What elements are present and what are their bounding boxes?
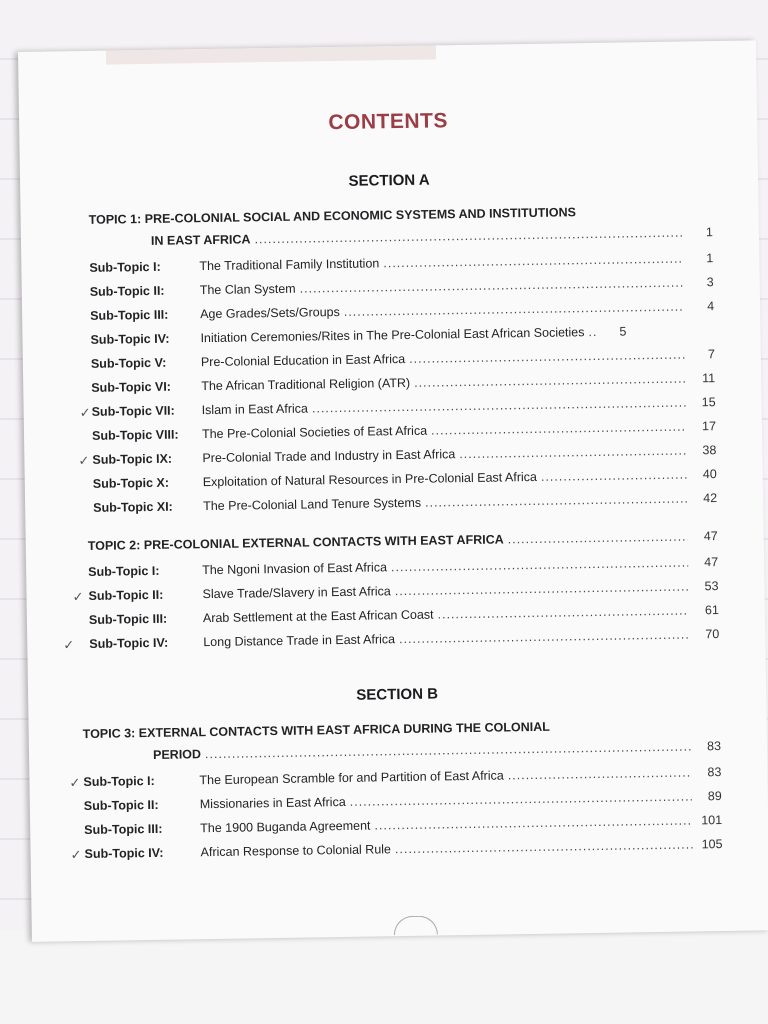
dot-leader xyxy=(395,838,693,857)
dot-leader xyxy=(391,556,688,575)
toc-entry-t1-s11[interactable] xyxy=(93,491,717,521)
dot-leader xyxy=(414,372,685,390)
dot-leader xyxy=(254,226,683,247)
subtopic-title: The Pre-Colonial Land Tenure Systems xyxy=(203,495,422,514)
subtopic-page: 4 xyxy=(707,299,715,314)
topic-2-heading: TOPIC 2: PRE-COLONIAL EXTERNAL CONTACTS WITH EAST AFRICA xyxy=(87,532,504,553)
dot-leader xyxy=(508,766,692,783)
section-a-heading: SECTION A xyxy=(348,171,430,190)
dot-leader xyxy=(312,396,686,416)
subtopic-title: Islam in East Africa xyxy=(201,401,309,418)
subtopic-page: 53 xyxy=(704,579,719,594)
pen-tick-icon: ✓ xyxy=(70,847,82,863)
topic-3-heading-line2: PERIOD xyxy=(152,747,202,762)
toc-entry-t2-s4[interactable] xyxy=(89,627,719,657)
subtopic-label: Sub-Topic III: xyxy=(84,821,163,838)
subtopic-title: African Response to Colonial Rule xyxy=(200,842,392,860)
subtopic-label: Sub-Topic IV: xyxy=(89,635,169,651)
subtopic-page: 3 xyxy=(706,275,714,290)
subtopic-page: 105 xyxy=(701,837,723,852)
subtopic-label: Sub-Topic I: xyxy=(89,259,161,275)
subtopic-label: Sub-Topic IV: xyxy=(84,845,164,862)
subtopic-title: The 1900 Buganda Agreement xyxy=(200,818,371,836)
dot-leader xyxy=(437,604,689,622)
subtopic-page: 70 xyxy=(705,627,720,642)
dot-leader xyxy=(459,444,686,462)
pen-tick-icon: ✓ xyxy=(79,404,91,421)
pen-tick-icon: ✓ xyxy=(69,775,81,791)
subtopic-page: 61 xyxy=(704,603,719,618)
topic-1-page: 1 xyxy=(705,225,714,240)
subtopic-label: Sub-Topic II: xyxy=(88,587,164,603)
subtopic-page: 101 xyxy=(701,813,723,828)
subtopic-title: Slave Trade/Slavery in East Africa xyxy=(202,584,391,602)
contents-page xyxy=(18,40,768,941)
dot-leader xyxy=(350,790,692,809)
subtopic-label: Sub-Topic I: xyxy=(83,773,155,790)
dot-leader xyxy=(409,348,685,366)
subtopic-title: Long Distance Trade in East Africa xyxy=(203,632,396,650)
table-surface xyxy=(0,930,768,1024)
subtopic-page: 5 xyxy=(619,324,627,339)
dot-leader xyxy=(344,300,685,319)
subtopic-title: Initiation Ceremonies/Rites in The Pre-Colonial East African Societies xyxy=(200,325,585,346)
subtopic-title: The Clan System xyxy=(199,281,296,298)
pen-tick-icon: ✓ xyxy=(72,589,84,605)
subtopic-title: The Ngoni Invasion of East Africa xyxy=(202,560,388,578)
topic-1-heading-line1: TOPIC 1: PRE-COLONIAL SOCIAL AND ECONOMIC SYSTEMS AND INSTITUTIONS xyxy=(88,205,577,227)
subtopic-label: Sub-Topic VII: xyxy=(91,403,175,419)
subtopic-page: 11 xyxy=(702,371,716,386)
subtopic-label: Sub-Topic IX: xyxy=(92,451,173,467)
subtopic-label: Sub-Topic I: xyxy=(88,563,160,579)
subtopic-title: The Traditional Family Institution xyxy=(199,256,380,274)
topic-3-page: 83 xyxy=(706,739,722,754)
section-b-heading: SECTION B xyxy=(356,685,439,704)
subtopic-title: Exploitation of Natural Resources in Pre-Colonial East Africa xyxy=(202,469,538,490)
topic-1-heading-line2: IN EAST AFRICA xyxy=(150,232,251,248)
subtopic-label: Sub-Topic III: xyxy=(90,307,169,323)
subtopic-title: Age Grades/Sets/Groups xyxy=(200,304,340,322)
subtopic-label: Sub-Topic V: xyxy=(90,355,167,371)
subtopic-label: Sub-Topic II: xyxy=(83,797,159,814)
dot-leader xyxy=(300,276,684,296)
subtopic-label: Sub-Topic XI: xyxy=(93,499,173,515)
dot-leader xyxy=(508,530,688,547)
subtopic-page: 83 xyxy=(707,765,722,780)
subtopic-page: 38 xyxy=(702,443,717,458)
page-number-tab xyxy=(394,916,438,936)
subtopic-page: 1 xyxy=(706,251,714,266)
dot-leader xyxy=(588,325,596,339)
dot-leader xyxy=(425,492,687,510)
dot-leader xyxy=(395,580,689,599)
dot-leader xyxy=(541,468,687,484)
topic-2-entry[interactable] xyxy=(88,529,718,559)
topic-2-page: 47 xyxy=(703,529,718,544)
subtopic-title: Missionaries in East Africa xyxy=(199,794,346,812)
dot-leader xyxy=(399,628,689,647)
subtopic-label: Sub-Topic III: xyxy=(88,611,168,627)
subtopic-page: 40 xyxy=(702,467,717,482)
subtopic-title: Arab Settlement at the East African Coast xyxy=(202,607,434,626)
subtopic-label: Sub-Topic X: xyxy=(92,475,170,491)
subtopic-label: Sub-Topic II: xyxy=(89,283,165,299)
dot-leader xyxy=(374,814,692,833)
page-title: CONTENTS xyxy=(328,109,449,135)
subtopic-title: Pre-Colonial Education in East Africa xyxy=(200,351,406,370)
subtopic-page: 47 xyxy=(704,555,719,570)
subtopic-page: 42 xyxy=(703,491,718,506)
subtopic-page: 89 xyxy=(707,789,722,804)
subtopic-title: The Pre-Colonial Societies of East Africa xyxy=(201,423,428,442)
subtopic-label: Sub-Topic IV: xyxy=(90,331,170,347)
dot-leader xyxy=(431,420,686,438)
subtopic-page: 7 xyxy=(707,347,715,362)
subtopic-title: The European Scramble for and Partition of East Africa xyxy=(199,768,504,788)
topic-3-entry[interactable] xyxy=(153,739,721,768)
subtopic-page: 15 xyxy=(701,395,716,410)
dot-leader xyxy=(205,740,691,762)
topic-1-entry[interactable] xyxy=(151,225,713,254)
subtopic-page: 17 xyxy=(701,419,717,434)
subtopic-title: Pre-Colonial Trade and Industry in East Africa xyxy=(202,447,456,466)
subtopic-label: Sub-Topic VIII: xyxy=(91,427,179,443)
subtopic-title: The African Traditional Religion (ATR) xyxy=(201,375,411,394)
pen-tick-icon: ✓ xyxy=(78,452,90,469)
topic-3-heading-line1: TOPIC 3: EXTERNAL CONTACTS WITH EAST AFRICA DURING THE COLONIAL xyxy=(82,719,550,742)
pen-tick-icon: ✓ xyxy=(63,637,75,653)
dot-leader xyxy=(383,252,683,271)
subtopic-label: Sub-Topic VI: xyxy=(91,379,172,395)
